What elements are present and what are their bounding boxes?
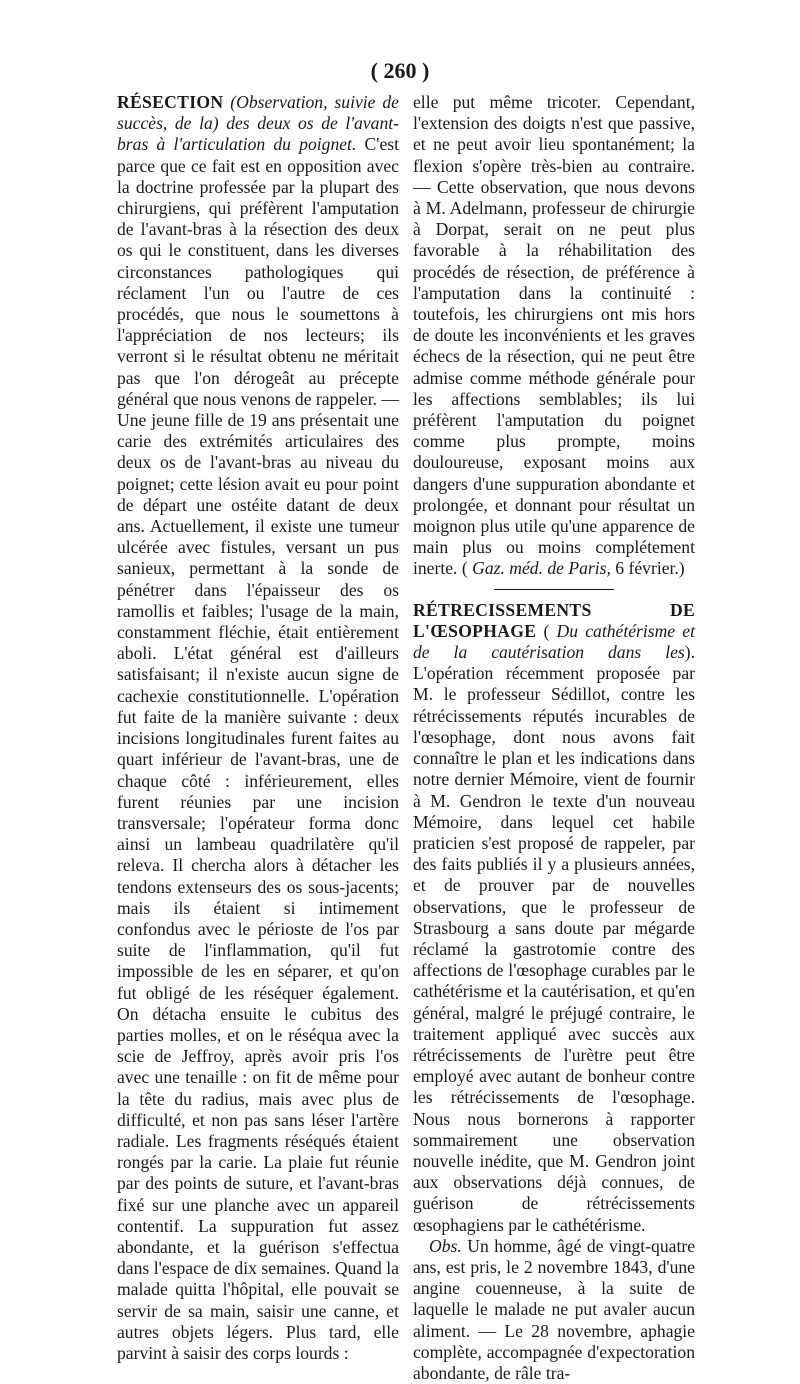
- oesophage-article: [413, 600, 695, 1236]
- resection-subtitle: (Observation, suivie de succès, de la) des deux os de l'avant-bras à l'articulation du poignet.: [117, 92, 399, 155]
- citation-open: (: [457, 558, 473, 579]
- right-column: [413, 92, 695, 1384]
- section-divider: [494, 589, 614, 590]
- left-column: [117, 92, 399, 1364]
- oesophage-paren-close: ).: [684, 642, 695, 663]
- oesophage-subtitle: Du cathétérisme et de la cautérisation dans les: [413, 620, 696, 663]
- resection-heading: RÉSECTION: [117, 92, 224, 112]
- observation-paragraph: [413, 1236, 695, 1384]
- oesophage-paren-open: (: [536, 620, 557, 641]
- resection-article: [117, 92, 399, 1364]
- resection-body: C'est parce que ce fait est en opposition avec la doctrine professée par la plupart des chirurgiens, qui préfèrent l'amputation de l'avant-bras à la résection des deux os qui le constituent, dans les diverses circonstances pathologiques qui réclament l'un ou l'autre de ces procédés, que nous le soumettons à l'appréciation de nos lecteurs; ils verront si le résultat obtenu ne méritait pas que l'on dérogeât au précepte général que nous venons de rappeler. — Une jeune fille de 19 ans présentait une carie des extrémités articulaires des deux os de l'avant-bras au niveau du poignet; cette lésion avait eu pour point de départ une ostéite datant de deux ans. Actuellement, il existe une tumeur ulcérée avec fistules, versant un pus sanieux, permettant à la sonde de pénétrer dans l'épaisseur des os ramollis et faibles; l'usage de la main, constamment fléchie, était entièrement aboli. L'état général est d'ailleurs satisfaisant; il n'existe aucun signe de cachexie constitutionnelle. L'opération fut faite de la manière suivante : deux incisions longitudinales furent faites au quart inférieur de l'avant-bras, une de chaque côté : inférieurement, elles furent réunies par une incision transversale; l'opérateur forma donc ainsi un lambeau quadrilatère qu'il releva. Il chercha alors à détacher les tendons extenseurs des os sous-jacents; mais ils étaient si intimement confondus avec le périoste de l'os par suite de l'inflammation, qu'il fut impossible de les en séparer, et qu'on fut obligé de les réséquer également. On détacha ensuite le cubitus des parties molles, et on le réséqua avec la scie de Jeffroy, après avoir pris l'os avec une tenaille : on fit de même pour la tête du radius, mais avec plus de difficulté, et non pas sans léser l'artère radiale. Les fragments réséqués étaient rongés par la carie. La plaie fut réunie par des points de suture, et l'avant-bras fixé sur une planche avec un appareil contentif. La suppuration fut assez abondante, et la guérison s'effectua dans l'espace de dix semaines. Quand la malade quitta l'hôpital, elle pouvait se servir de sa main, saisir une canne, et autres objets légers. Plus tard, elle parvint à saisir des corps lourds :: [117, 134, 399, 1363]
- page-number: ( 260 ): [370, 58, 430, 83]
- oesophage-body: L'opération récemment proposée par M. le professeur Sédillot, contre les rétrécissements réputés incurables de l'œsophage, dont nous avons fait connaître le plan et les indications dans notre dernier Mémoire, vient de fournir à M. Gendron le texte d'un nouveau Mémoire, dans lequel cet habile praticien s'est proposé de rappeler, par des faits publiés il y a plusieurs années, et de prouver par de nouvelles observations, que le professeur de Strasbourg a sans doute par mégarde réclamé la gastrotomie contre des affections de l'œsophage curables par le cathétérisme et la cautérisation, et qu'en général, malgré le préjugé contraire, le traitement appliqué avec succès aux rétrécissements de l'urètre peut être employé avec autant de bonheur contre les rétrécissements de l'œsophage. Nous nous bornerons à rapporter sommairement une observation nouvelle inédite, que M. Gendron joint aux observations déjà connues, de guérison de rétrécissements œsophagiens par le cathétérisme.: [413, 663, 695, 1235]
- observation-body: Un homme, âgé de vingt-quatre ans, est pris, le 2 novembre 1843, d'une angine couenneuse, à la suite de laquelle le malade ne put avaler aucun aliment. — Le 28 novembre, aphagie complète, accompagnée d'expectoration abondante, de râle tra-: [413, 1235, 695, 1383]
- oesophage-heading: RÉTRECISSEMENTS DE L'ŒSOPHAGE: [413, 599, 695, 641]
- observation-label: Obs.: [429, 1235, 462, 1256]
- citation-source: Gaz. méd. de Paris,: [472, 558, 611, 579]
- citation-date: 6 février.): [610, 558, 685, 579]
- resection-continuation: [413, 92, 695, 580]
- resection-continuation-text: elle put même tricoter. Cependant, l'extension des doigts n'est que passive, et ne peut avoir lieu spontanément; la flexion s'opère très-bien au contraire. — Cette observation, que nous devons à M. Adelmann, professeur de chirurgie à Dorpat, serait on ne peut plus favorable à la réhabilitation des procédés de résection, de préférence à l'amputation dans la continuité : toutefois, les chirurgiens ont mis hors de doute les inconvénients et les graves échecs de la résection, qui ne peut être admise comme méthode générale pour les affections semblables; ils lui préfèrent l'amputation du poignet comme plus prompte, moins douloureuse, exposant moins aux dangers d'une suppuration abondante et prolongée, et donnant pour résultat un moignon plus utile qu'une apparence de main plus ou moins complétement inerte.: [413, 92, 695, 579]
